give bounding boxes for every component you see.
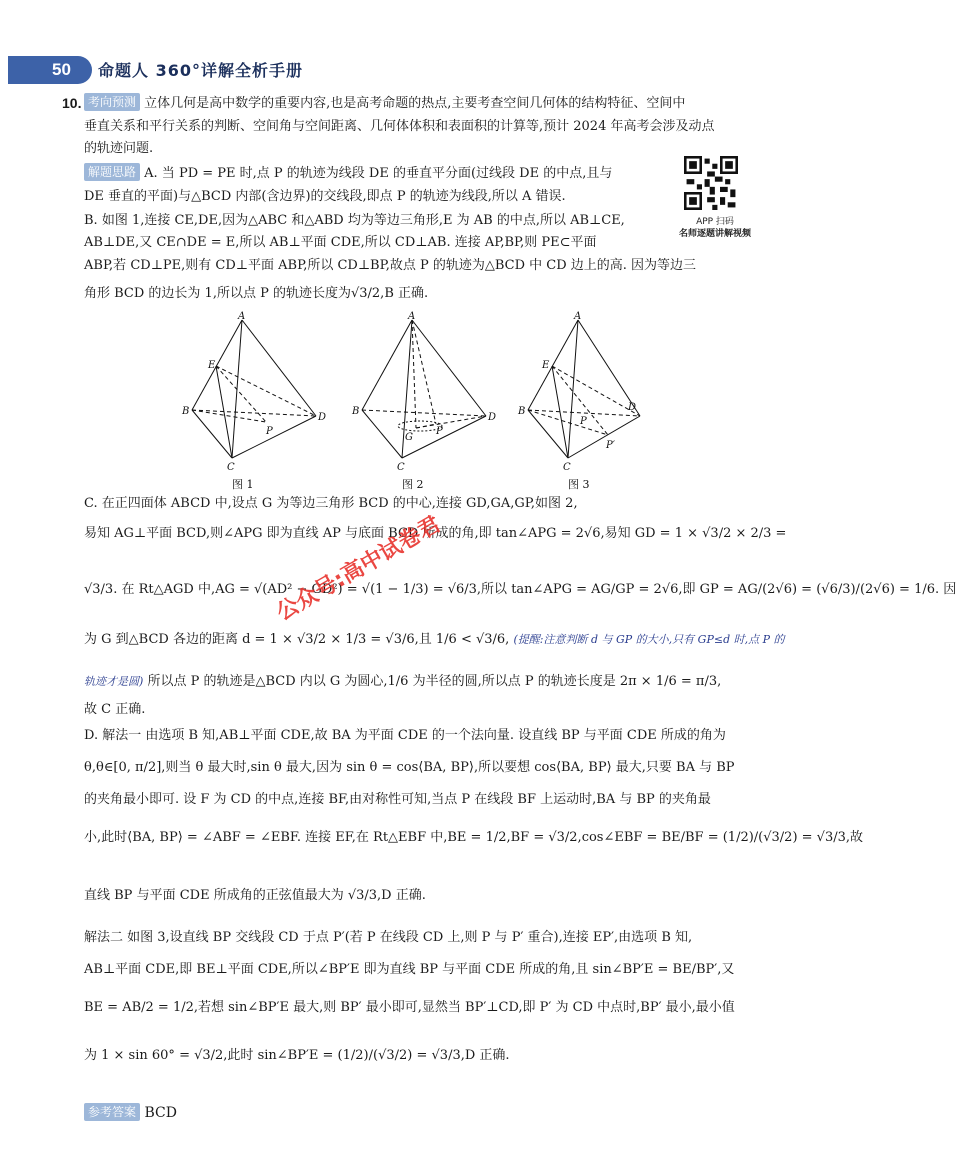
fig2-label-d: D: [488, 412, 497, 423]
exam-tag: 考向预测: [84, 93, 140, 111]
fig1-label-p: P: [266, 426, 273, 437]
fig1-label-b: B: [182, 406, 190, 417]
solution-c-line-4: 为 G 到△BCD 各边的距离 d = 1 × √3/2 × 1/3 = √3/6,且 1/6 < √3/6, (提醒:注意判断 d 与 GP 的大小,只有 GP≤d 时,点 P 的: [84, 632, 785, 647]
solution-d-line-1: D. 解法一 由选项 B 知,AB⊥平面 CDE,故 BA 为平面 CDE 的一个法向量. 设直线 BP 与平面 CDE 所成的角为: [84, 728, 726, 743]
fig3-label-a: A: [574, 311, 582, 322]
figure-3: [528, 320, 640, 458]
fig3-label-e: E: [542, 360, 550, 371]
figure-2: [362, 320, 486, 458]
question-intro-line-3: 的轨迹问题.: [84, 141, 154, 156]
solution-c-line-3: √3/3. 在 Rt△AGD 中,AG = √(AD² − GD²) = √(1 − 1/3) = √6/3,所以 tan∠APG = AG/GP = 2√6,即 GP = AG/(2√6) = (√6/3)/(2√6) = 1/6. 因: [84, 582, 956, 597]
fig1-caption: 图 1: [232, 478, 254, 491]
fig2-caption: 图 2: [402, 478, 424, 491]
fig3-label-c: C: [563, 462, 571, 473]
solution-b-line-2: AB⊥DE,又 CE∩DE = E,所以 AB⊥平面 CDE,所以 CD⊥AB. 连接 AP,BP,则 PE⊂平面: [84, 235, 597, 250]
solution-c-line-5: 轨迹才是圆) 所以点 P 的轨迹是△BCD 内以 G 为圆心,1/6 为半径的圆,所以点 P 的轨迹长度是 2π × 1/6 = π/3,: [84, 674, 722, 689]
qr-caption: APP 扫码 名师逐题讲解视频: [678, 217, 751, 239]
solution-e-line-1: 解法二 如图 3,设直线 BP 交线段 CD 于点 P′(若 P 在线段 CD 上,则 P 与 P′ 重合),连接 EP′,由选项 B 知,: [84, 930, 693, 945]
fig1-label-e: E: [208, 360, 216, 371]
question-number: 10.: [62, 95, 82, 111]
solution-a-line-1: 解题思路 A. 当 PD = PE 时,点 P 的轨迹为线段 DE 的垂直平分面(过线段 DE 的中点,且与: [84, 163, 674, 184]
hint-note-end: 轨迹才是圆): [84, 675, 144, 688]
fig3-label-b: B: [518, 406, 526, 417]
fig1-label-a: A: [238, 311, 246, 322]
reference-answer: [84, 1103, 177, 1121]
solution-b-line-3: ABP,若 CD⊥PE,则有 CD⊥平面 ABP,所以 CD⊥BP,故点 P 的轨迹为△BCD 中 CD 边上的高. 因为等边三: [84, 258, 697, 273]
fig2-label-g: G: [405, 432, 413, 443]
solution-tag: 解题思路: [84, 163, 140, 181]
fig3-caption: 图 3: [568, 478, 590, 491]
solution-a-line-2: DE 垂直的平面)与△BCD 内部(含边界)的交线段,即点 P 的轨迹为线段,所以 A 错误.: [84, 189, 566, 204]
fig2-label-a: A: [408, 311, 416, 322]
book-title: 命题人 360°详解全析手册: [98, 61, 303, 80]
fig1-label-c: C: [227, 462, 235, 473]
fig1-label-d: D: [318, 412, 327, 423]
solution-e-line-4: 为 1 × sin 60° = √3/2,此时 sin∠BP′E = (1/2)/(√3/2) = √3/3,D 正确.: [84, 1048, 510, 1063]
solution-c-line-1: C. 在正四面体 ABCD 中,设点 G 为等边三角形 BCD 的中心,连接 GD,GA,GP,如图 2,: [84, 496, 578, 511]
solution-c-line-2: 易知 AG⊥平面 BCD,则∠APG 即为直线 AP 与底面 BCD 所成的角,即 tan∠APG = 2√6,易知 GD = 1 × √3/2 × 2/3 =: [84, 526, 787, 541]
figure-1: [192, 320, 316, 458]
solution-b-line-1: B. 如图 1,连接 CE,DE,因为△ABC 和△ABD 均为等边三角形,E 为 AB 的中点,所以 AB⊥CE,: [84, 213, 625, 228]
hint-note: (提醒:注意判断 d 与 GP 的大小,只有 GP≤d 时,点 P 的: [513, 633, 785, 646]
fig3-label-p-prime: P′: [606, 440, 615, 451]
question-intro-line-1: 考向预测 立体几何是高中数学的重要内容,也是高考命题的热点,主要考查空间几何体的结构特征、空间中: [84, 93, 774, 114]
solution-e-line-3: BE = AB/2 = 1/2,若想 sin∠BP′E 最大,则 BP′ 最小即可,显然当 BP′⊥CD,即 P′ 为 CD 中点时,BP′ 最小,最小值: [84, 1000, 735, 1015]
solution-b-line-4: 角形 BCD 的边长为 1,所以点 P 的轨迹长度为√3/2,B 正确.: [84, 286, 429, 301]
watermark: 公众号:高中试卷君: [272, 511, 446, 626]
answer-tag: 参考答案: [84, 1103, 140, 1121]
answer-value: BCD: [144, 1105, 177, 1121]
fig3-label-p: P: [580, 416, 587, 427]
solution-c-line-6: 故 C 正确.: [84, 702, 146, 717]
tetrahedron-figures: [170, 310, 640, 490]
solution-d-line-2: θ,θ∈[0, π/2],则当 θ 最大时,sin θ 最大,因为 sin θ = cos⟨BA, BP⟩,所以要想 cos⟨BA, BP⟩ 最大,只要 BA 与 BP: [84, 760, 735, 775]
solution-d-line-3: 的夹角最小即可. 设 F 为 CD 的中点,连接 BF,由对称性可知,当点 P 在线段 BF 上运动时,BA 与 BP 的夹角最: [84, 792, 711, 807]
question-intro-line-2: 垂直关系和平行关系的判断、空间角与空间距离、几何体体积和表面积的计算等,预计 2024 年高考会涉及动点: [84, 119, 715, 134]
solution-e-line-2: AB⊥平面 CDE,即 BE⊥平面 CDE,所以∠BP′E 即为直线 BP 与平面 CDE 所成的角,且 sin∠BP′E = BE/BP′,又: [84, 962, 735, 977]
fig2-label-p: P: [436, 426, 443, 437]
solution-d-line-4: 小,此时⟨BA, BP⟩ = ∠ABF = ∠EBF. 连接 EF,在 Rt△EBF 中,BE = 1/2,BF = √3/2,cos∠EBF = BE/BF = (1/2)/(√3/2) = √3/3,故: [84, 830, 864, 845]
fig3-label-d: D: [628, 402, 637, 413]
fig2-label-b: B: [352, 406, 360, 417]
solution-d-line-5: 直线 BP 与平面 CDE 所成角的正弦值最大为 √3/3,D 正确.: [84, 888, 426, 903]
fig2-label-c: C: [397, 462, 405, 473]
page-number: 50: [52, 60, 71, 79]
